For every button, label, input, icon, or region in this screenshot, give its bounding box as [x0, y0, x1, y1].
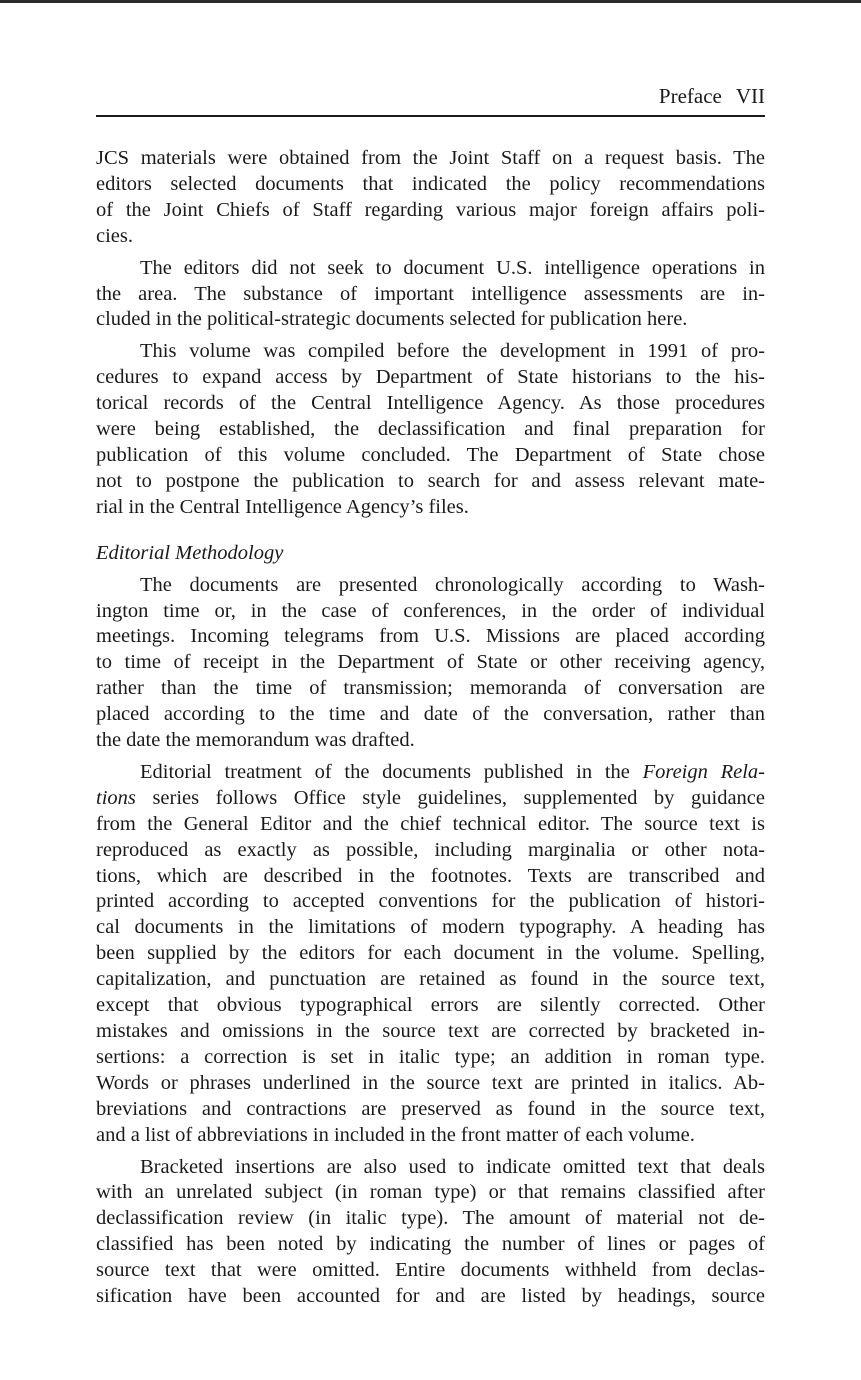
- text-line: [96, 760, 765, 786]
- text-line: The documents are presented chronologically according to Wash-: [140, 573, 765, 596]
- text-line: cluded in the political-strategic documents selected for publication here.: [96, 308, 688, 331]
- text-line: not to postpone the publication to search for and assess relevant mate-: [96, 469, 765, 492]
- text-line: torical records of the Central Intelligence Agency. As those procedures: [96, 392, 765, 415]
- text-line: meetings. Incoming telegrams from U.S. Missions are placed according: [96, 625, 765, 648]
- text-line: breviations and contractions are preserved as found in the source text,: [96, 1097, 765, 1120]
- text-line: cedures to expand access by Department of State historians to the his-: [96, 366, 765, 389]
- text-line: with an unrelated subject (in roman type) or that remains classified after: [96, 1181, 765, 1204]
- text-line: rial in the Central Intelligence Agency’s files.: [96, 495, 469, 518]
- paragraph-documents-chronological: [96, 573, 765, 754]
- text-line: editors selected documents that indicated the policy recommendations: [96, 172, 765, 195]
- text-line: This volume was compiled before the development in 1991 of pro-: [140, 340, 765, 363]
- text-line: cies.: [96, 224, 133, 247]
- text-line: publication of this volume concluded. The Department of State chose: [96, 443, 765, 466]
- text-run: series follows Office style guidelines, supplemented by guidance: [135, 786, 765, 809]
- text-line: Bracketed insertions are also used to indicate omitted text that deals: [140, 1155, 765, 1178]
- text-line: cal documents in the limitations of modern typography. A heading has: [96, 916, 765, 939]
- paragraph-volume-compiled: [96, 339, 765, 520]
- page-top-edge: [0, 0, 861, 3]
- text-line: Words or phrases underlined in the source text are printed in italics. Ab-: [96, 1071, 765, 1094]
- paragraph-editorial-treatment: [96, 760, 765, 1149]
- text-line: placed according to the time and date of the conversation, rather than: [96, 703, 765, 726]
- header-rule: [96, 115, 765, 117]
- series-title-italic: tions: [96, 786, 136, 809]
- series-title-italic: Foreign Rela-: [642, 760, 765, 783]
- text-line: mistakes and omissions in the source text are corrected by bracketed in-: [96, 1020, 765, 1042]
- text-line: [96, 786, 765, 812]
- running-head: [96, 82, 765, 112]
- text-line: sification have been accounted for and are listed by headings, source: [96, 1285, 765, 1308]
- page-number: VII: [735, 84, 765, 108]
- text-line: JCS materials were obtained from the Joint Staff on a request basis. The: [96, 147, 765, 169]
- text-line: capitalization, and punctuation are retained as found in the source text,: [96, 968, 765, 991]
- text-line: from the General Editor and the chief technical editor. The source text is: [96, 812, 765, 835]
- text-line: ington time or, in the case of conferences, in the order of individual: [96, 599, 765, 622]
- paragraph-jcs-materials: [96, 146, 765, 250]
- paragraph-bracketed-insertions: [96, 1155, 765, 1310]
- text-line: declassification review (in italic type). The amount of material not de-: [96, 1207, 765, 1230]
- text-line: The editors did not seek to document U.S. intelligence operations in: [140, 256, 765, 279]
- paragraph-intelligence-operations: [96, 256, 765, 334]
- text-line: reproduced as exactly as possible, including marginalia or other nota-: [96, 838, 765, 861]
- text-line: and a list of abbreviations in included in the front matter of each volume.: [96, 1123, 695, 1146]
- text-line: to time of receipt in the Department of State or other receiving agency,: [96, 651, 765, 674]
- text-line: were being established, the declassification and final preparation for: [96, 418, 765, 441]
- text-line: classified has been noted by indicating the number of lines or pages of: [96, 1233, 765, 1256]
- text-line: printed according to accepted conventions for the publication of histori-: [96, 890, 765, 913]
- text-line: of the Joint Chiefs of Staff regarding various major foreign affairs poli-: [96, 198, 765, 221]
- text-line: tions, which are described in the footnotes. Texts are transcribed and: [96, 864, 765, 887]
- text-line: the date the memorandum was drafted.: [96, 729, 415, 752]
- text-line: been supplied by the editors for each document in the volume. Spelling,: [96, 942, 765, 965]
- text-line: except that obvious typographical errors are silently corrected. Other: [96, 994, 765, 1017]
- text-run: Editorial treatment of the documents published in the: [140, 760, 643, 783]
- text-line: the area. The substance of important intelligence assessments are in-: [96, 282, 765, 305]
- text-line: source text that were omitted. Entire documents withheld from declas-: [96, 1259, 765, 1282]
- text-line: sertions: a correction is set in italic type; an addition in roman type.: [96, 1045, 765, 1068]
- running-head-section: Preface: [658, 84, 722, 108]
- text-line: rather than the time of transmission; memoranda of conversation are: [96, 677, 765, 700]
- page-body: [96, 146, 765, 1310]
- section-heading-editorial-methodology: Editorial Methodology: [96, 541, 284, 564]
